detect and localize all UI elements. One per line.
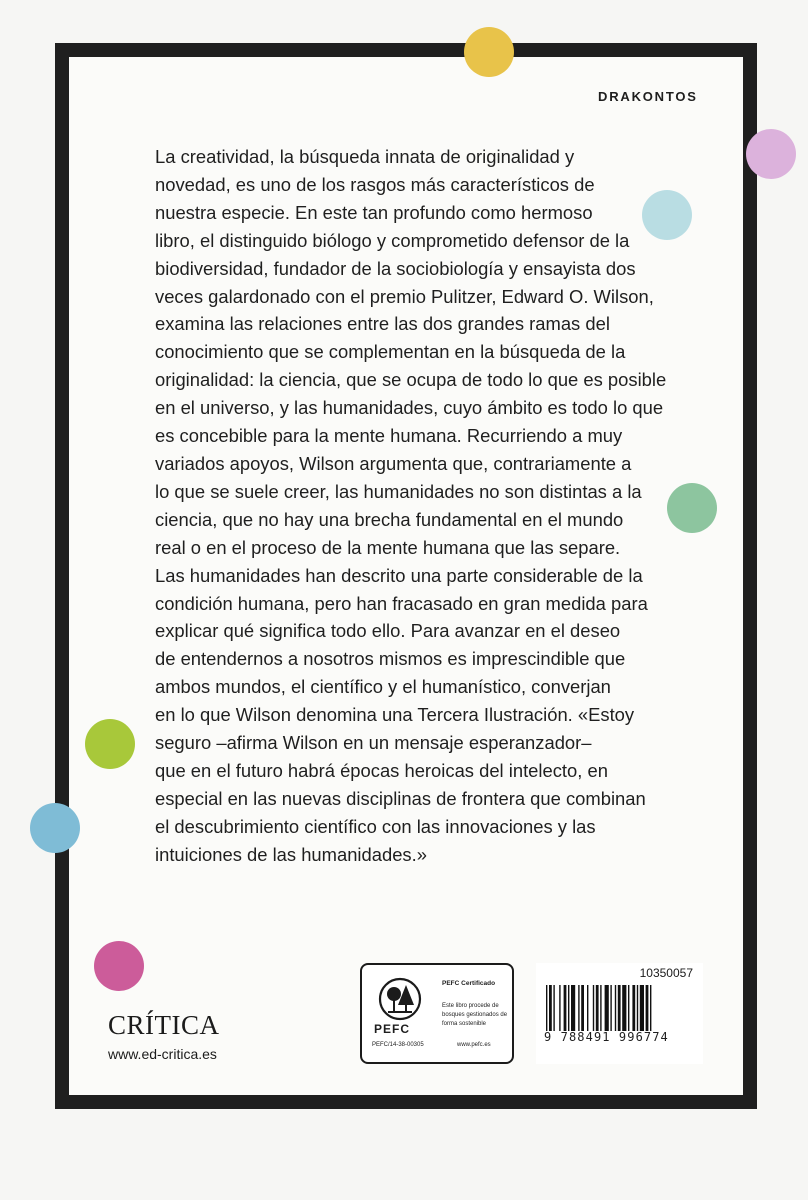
blurb-line: La creatividad, la búsqueda innata de originalidad y xyxy=(155,146,575,167)
green-dot xyxy=(667,483,717,533)
pefc-code: PEFC/14-38-00305 xyxy=(372,1042,424,1048)
blurb-line: examina las relaciones entre las dos grandes ramas del xyxy=(155,313,610,335)
blurb-line: es concebible para la mente humana. Recurriendo a muy xyxy=(155,425,623,447)
blurb-line: nuestra especie. En este tan profundo como hermoso xyxy=(155,201,593,223)
blurb-line: intuiciones de las humanidades.» xyxy=(155,843,427,865)
yellow-dot xyxy=(464,27,514,77)
isbn-digits: 9 788491 996774 xyxy=(544,1030,669,1044)
blurb-line: conocimiento que se complementan en la búsqueda de la xyxy=(155,341,626,363)
blurb-line: de entendernos a nosotros mismos es imprescindible que xyxy=(155,648,626,670)
barcode-top-code: 10350057 xyxy=(639,966,693,980)
blurb-line: libro, el distinguido biólogo y comprometido defensor de la xyxy=(155,229,630,251)
pefc-title: PEFC Certificado xyxy=(442,980,496,987)
lilac-dot xyxy=(746,129,796,179)
blurb-line: novedad, es uno de los rasgos más característicos de xyxy=(155,173,595,195)
collection-label: DRAKONTOS xyxy=(598,89,698,104)
blurb-line: que en el futuro habrá épocas heroicas del intelecto, en xyxy=(155,759,608,781)
barcode-icon xyxy=(544,985,696,1031)
tree-logo-icon xyxy=(376,977,424,1021)
blurb-line: real o en el proceso de la mente humana que las separe. xyxy=(155,536,621,558)
blurb-line: biodiversidad, fundador de la sociobiología y ensayista dos xyxy=(155,257,636,279)
blurb-line: en el universo, y las humanidades, cuyo ámbito es todo lo que xyxy=(155,397,664,419)
blue-dot xyxy=(30,803,80,853)
blurb-line: condición humana, pero han fracasado en gran medida para xyxy=(155,592,648,614)
blurb-text xyxy=(155,143,675,869)
publisher-website: www.ed-critica.es xyxy=(108,1046,217,1062)
isbn-barcode-box xyxy=(536,963,703,1064)
blurb-line: el descubrimiento científico con las innovaciones y las xyxy=(155,815,596,837)
lime-dot xyxy=(85,719,135,769)
blurb-line: veces galardonado con el premio Pulitzer, Edward O. Wilson, xyxy=(155,285,654,307)
publisher-logo: CRÍTICA xyxy=(108,1010,220,1040)
blurb-line: variados apoyos, Wilson argumenta que, contrariamente a xyxy=(155,452,632,474)
pefc-description: Este libro procede de bosques gestionados de forma sostenible xyxy=(442,1003,508,1027)
magenta-dot xyxy=(94,941,144,991)
blurb-line: especial en las nuevas disciplinas de frontera que combinan xyxy=(155,787,646,809)
blurb-line: en lo que Wilson denomina una Tercera Ilustración. «Estoy xyxy=(155,704,635,726)
blurb-line: ciencia, que no hay una brecha fundamental en el mundo xyxy=(155,508,624,530)
blurb-line: explicar qué significa todo ello. Para avanzar en el deseo xyxy=(155,620,621,642)
pefc-url: www.pefc.es xyxy=(457,1042,491,1048)
pale-blue-dot xyxy=(642,190,692,240)
blurb-line: lo que se suele creer, las humanidades no son distintas a la xyxy=(155,480,642,502)
pefc-logo-text: PEFC xyxy=(374,1022,411,1036)
blurb-line: ambos mundos, el científico y el humanístico, converjan xyxy=(155,676,611,698)
blurb-line: originalidad: la ciencia, que se ocupa de todo lo que es posible xyxy=(155,369,667,391)
blurb-line: seguro –afirma Wilson en un mensaje esperanzador– xyxy=(155,732,592,754)
pefc-certification-badge xyxy=(360,963,514,1064)
blurb-line: Las humanidades han descrito una parte considerable de la xyxy=(155,564,643,586)
